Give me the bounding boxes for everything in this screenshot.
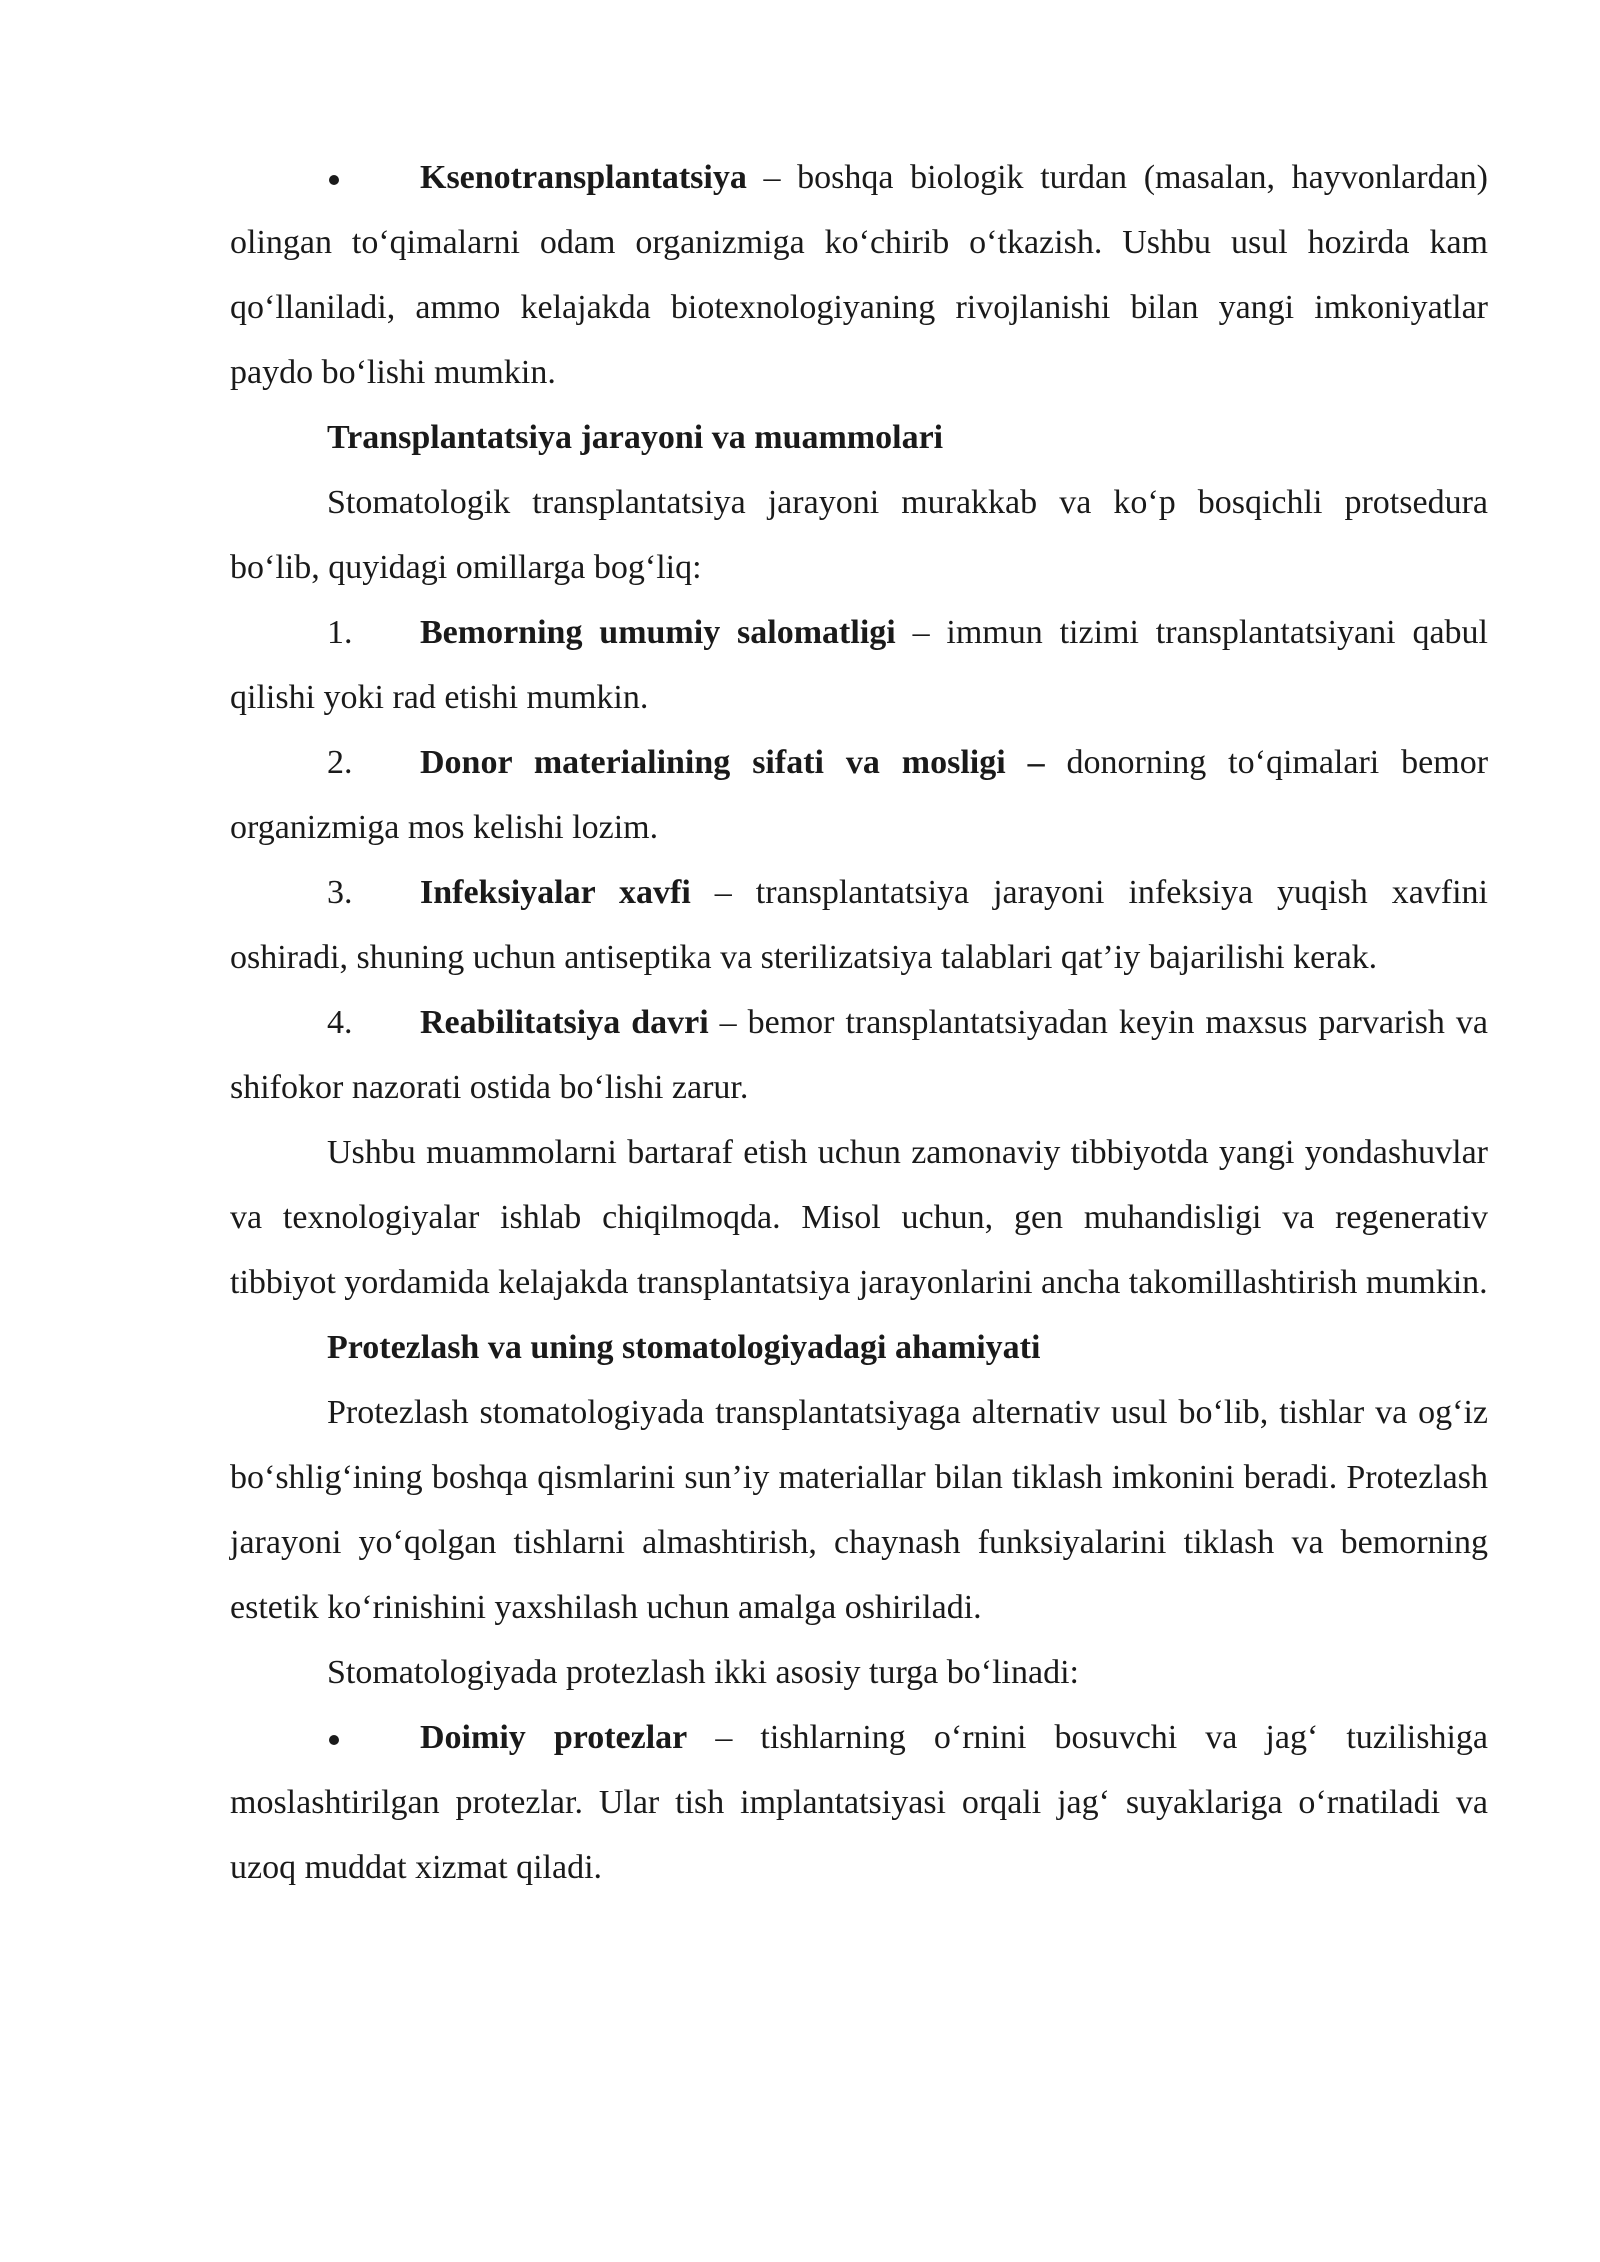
list-text: donorning to‘qimalari bemor organizmiga mos kelishi lozim. xyxy=(230,744,1489,846)
list-item xyxy=(230,860,1488,990)
list-term: Bemorning umumiy salomatligi xyxy=(420,614,896,651)
paragraph-protezlash: Protezlash stomatologiyada transplantatsiyaga alternativ usul bo‘lib, tishlar va og‘iz bo‘shlig‘ining boshqa qismlarini sun’iy materiallar bilan tiklash imkonini beradi. Protezlash jarayoni yo‘qolgan tishlarni almashtirish, chaynash funksiyalarini tiklash va bemorning estetik ko‘rinishini yaxshilash uchun amalga oshiriladi. xyxy=(230,1394,1488,1626)
list-number: 4. xyxy=(327,1004,353,1041)
section-heading-transplantatsiya: Transplantatsiya jarayoni va muammolari xyxy=(327,419,944,456)
bullet-item-ksenotransplantatsiya xyxy=(230,145,1488,405)
list-text: – transplantatsiya jarayoni infeksiya yuqish xavfini oshiradi, shuning uchun antiseptika va sterilizatsiya talablari qat’iy bajarilishi kerak. xyxy=(230,874,1488,976)
list-number: 3. xyxy=(327,874,353,911)
list-text: – immun tizimi transplantatsiyani qabul qilishi yoki rad etishi mumkin. xyxy=(230,614,1488,716)
section-heading-protezlash: Protezlash va uning stomatologiyadagi ahamiyati xyxy=(327,1329,1041,1366)
bullet-text: – boshqa biologik turdan (masalan, hayvonlardan) olingan to‘qimalarni odam organizmiga ko‘chirib o‘tkazish. Ushbu usul hozirda kam qo‘llaniladi, ammo kelajakda biotexnologiyaning rivojlanishi bilan yangi imkoniyatlar paydo bo‘lishi mumkin. xyxy=(230,159,1488,391)
bullet-term: Doimiy protezlar xyxy=(420,1719,688,1756)
list-text: – bemor transplantatsiyadan keyin maxsus parvarish va shifokor nazorati ostida bo‘lishi zarur. xyxy=(230,1004,1488,1106)
list-term: Infeksiyalar xavfi xyxy=(420,874,691,911)
bullet-text: – tishlarning o‘rnini bosuvchi va jag‘ tuzilishiga moslashtirilgan protezlar. Ular tish implantatsiyasi orqali jag‘ suyaklariga o‘rnatiladi va uzoq muddat xizmat qiladi. xyxy=(230,1719,1488,1886)
document-page xyxy=(230,145,1488,1900)
list-item xyxy=(230,990,1488,1120)
bullet-item-doimiy-protezlar xyxy=(230,1705,1488,1900)
bullet-term: Ksenotransplantatsiya xyxy=(420,159,747,196)
bullet-icon xyxy=(327,1705,339,1770)
list-item xyxy=(230,730,1488,860)
list-number: 1. xyxy=(327,614,353,651)
list-term: Donor materialining sifati va mosligi – xyxy=(420,744,1045,781)
paragraph-protez-types: Stomatologiyada protezlash ikki asosiy turga bo‘linadi: xyxy=(327,1654,1079,1691)
list-number: 2. xyxy=(327,744,353,781)
list-item xyxy=(230,600,1488,730)
list-term: Reabilitatsiya davri xyxy=(420,1004,709,1041)
paragraph-modern-approaches: Ushbu muammolarni bartaraf etish uchun zamonaviy tibbiyotda yangi yondashuvlar va texnologiyalar ishlab chiqilmoqda. Misol uchun, gen muhandisligi va regenerativ tibbiyot yordamida kelajakda transplantatsiya jarayonlarini ancha takomillashtirish mumkin. xyxy=(230,1134,1488,1301)
paragraph-intro: Stomatologik transplantatsiya jarayoni murakkab va ko‘p bosqichli protsedura bo‘lib, quyidagi omillarga bog‘liq: xyxy=(230,484,1488,586)
bullet-icon xyxy=(327,145,339,210)
